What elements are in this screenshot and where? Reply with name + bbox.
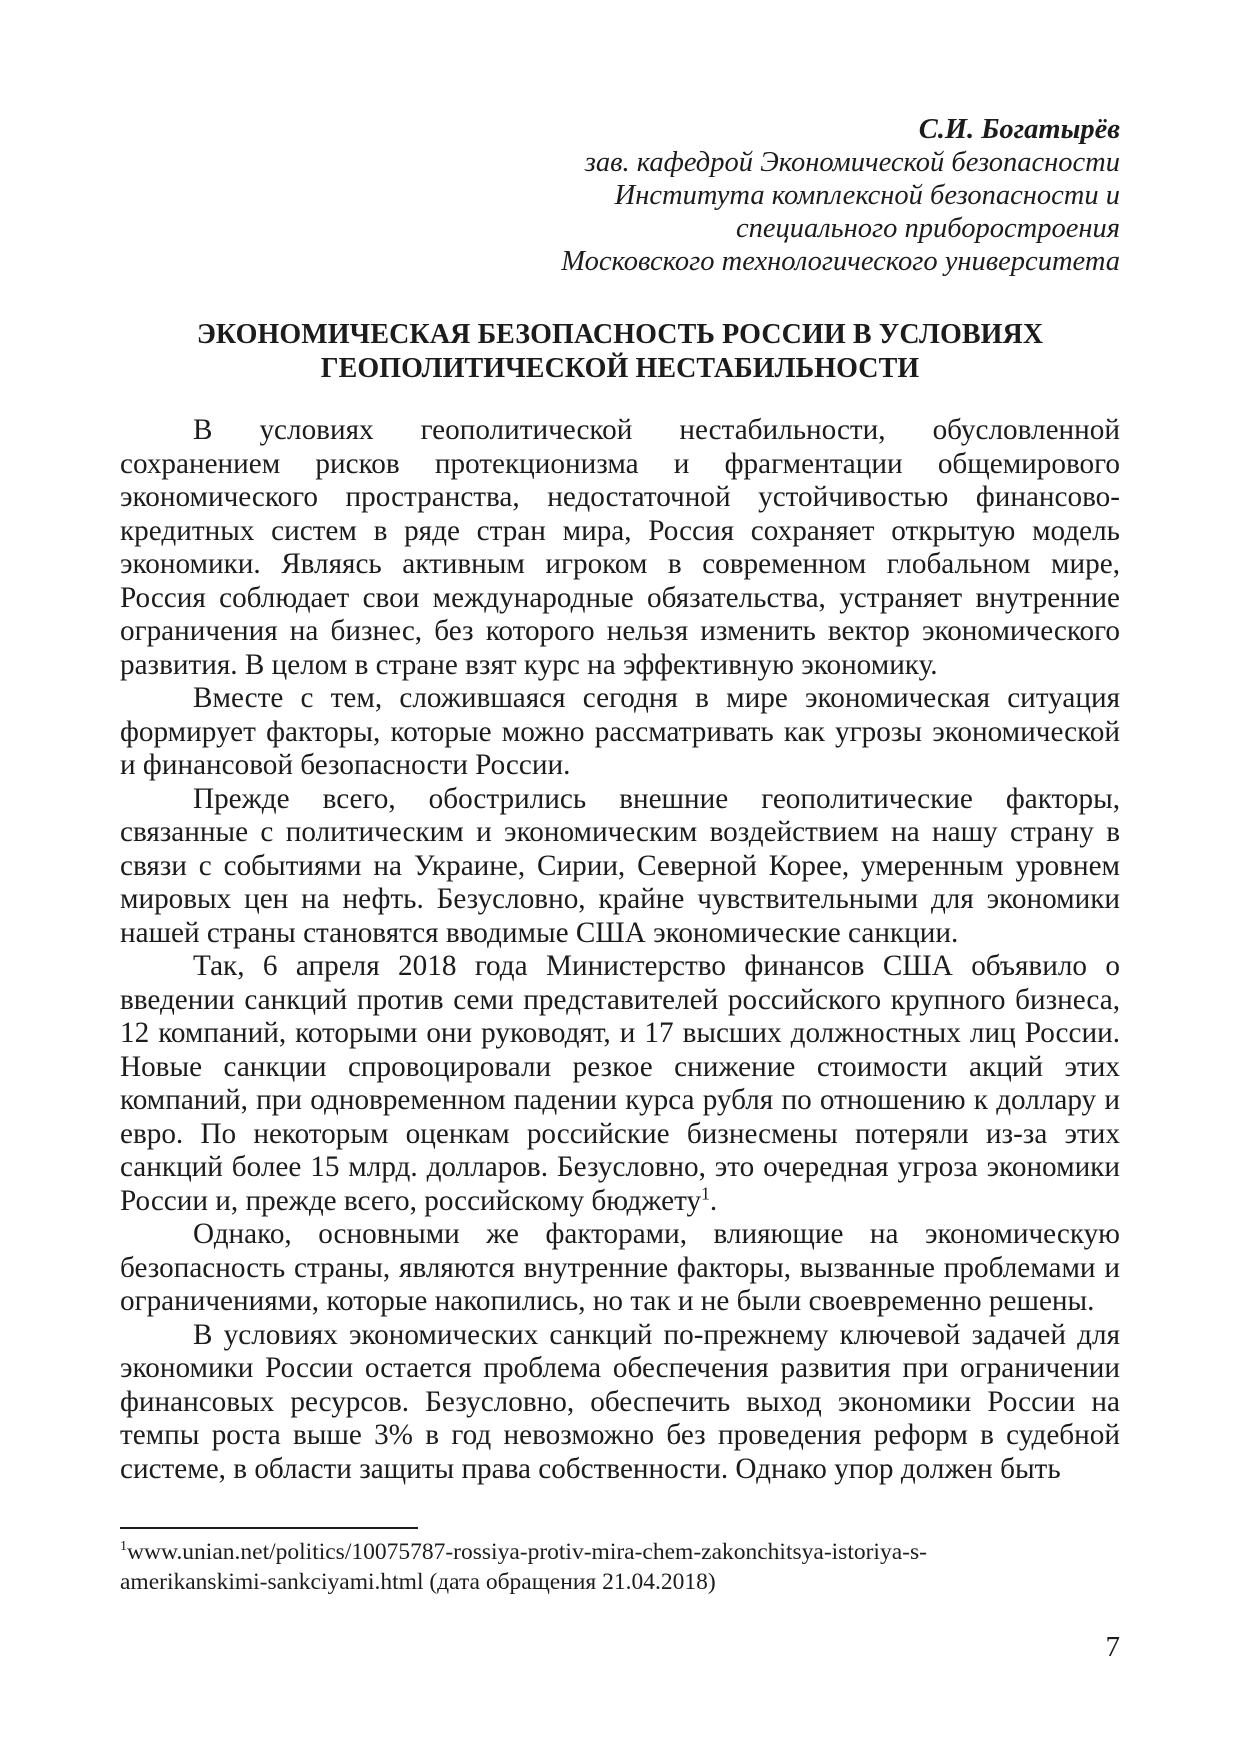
- paragraph: [120, 950, 1120, 1218]
- footnote-url-continued[interactable]: amerikanskimi-sankciyami.html: [120, 1569, 424, 1595]
- author-block: [561, 113, 1120, 278]
- author-affiliation-line: Московского технологического университета: [561, 246, 1120, 277]
- article-title-line: ЭКОНОМИЧЕСКАЯ БЕЗОПАСНОСТЬ РОССИИ В УСЛОВИЯХ: [196, 319, 1044, 350]
- paragraph: Прежде всего, обострились внешние геополитические факторы, связанные с политическим и экономическим воздействием на нашу страну в связи с событиями на Украине, Сирии, Северной Корее, умеренным уровнем мировых цен на нефть. Безусловно, крайне чувствительными для экономики нашей страны становятся вводимые США экономические санкции.: [120, 782, 1120, 949]
- paragraph: В условиях экономических санкций по-прежнему ключевой задачей для экономики России остается проблема обеспечения развития при ограничении финансовых ресурсов. Безусловно, обеспечить выход экономики России на темпы роста выше 3% в год невозможно без проведения реформ в судебной системе, в области защиты права собственности. Однако упор должен быть: [120, 1318, 1120, 1485]
- article-title: [120, 318, 1120, 386]
- paragraph-text-end: .: [709, 1184, 718, 1217]
- paragraph: Однако, основными же факторами, влияющие на экономическую безопасность страны, являются внутренние факторы, вызванные проблемами и ограничениями, которые накопились, но так и не были своевременно решены.: [120, 1218, 1120, 1317]
- article-title-line: ГЕОПОЛИТИЧЕСКОЙ НЕСТАБИЛЬНОСТИ: [320, 353, 920, 384]
- paragraph: В условиях геополитической нестабильности, обусловленной сохранением рисков протекционизма и фрагментации общемирового экономического пространства, недостаточной устойчивостью финансово-кредитных систем в ряде стран мира, Россия сохраняет открытую модель экономики. Являясь активным игроком в современном глобальном мире, Россия соблюдает свои международные обязательства, устраняет внутренние ограничения на бизнес, без которого нельзя изменить вектор экономического развития. В целом в стране взят курс на эффективную экономику.: [120, 414, 1120, 681]
- footnote-divider: [120, 1527, 418, 1529]
- footnote-access-note: (дата обращения 21.04.2018): [423, 1569, 716, 1595]
- author-name: С.И. Богатырёв: [918, 114, 1120, 145]
- article-body: [120, 414, 1120, 1486]
- paragraph: Вместе с тем, сложившаяся сегодня в мире экономическая ситуация формирует факторы, которые можно рассматривать как угрозы экономической и финансовой безопасности России.: [120, 682, 1120, 781]
- author-affiliation-line: специального приборостроения: [735, 213, 1120, 244]
- footnote-reference[interactable]: 1: [701, 1182, 710, 1203]
- author-affiliation-line: Института комплексной безопасности и: [614, 180, 1120, 211]
- author-affiliation-line: зав. кафедрой Экономической безопасности: [584, 147, 1120, 178]
- footnote-url[interactable]: www.unian.net/politics/10075787-rossiya-protiv-mira-chem-zakonchitsya-istoriya-s-: [127, 1539, 927, 1565]
- footnote: [120, 1537, 1120, 1597]
- footnote-marker: 1: [120, 1538, 128, 1555]
- paragraph-text: Так, 6 апреля 2018 года Министерство финансов США объявило о введении санкций против семи представителей российского крупного бизнеса, 12 компаний, которыми они руководят, и 17 высших должностных лиц России. Новые санкции спровоцировали резкое снижение стоимости акций этих компаний, при одновременном падении курса рубля по отношению к доллару и евро. По некоторым оценкам российские бизнесмены потеряли из-за этих санкций более 15 млрд. долларов. Безусловно, это очередная угроза экономики России и, прежде всего, российскому бюджету: [120, 950, 1120, 1217]
- page-number: 7: [1105, 1631, 1120, 1663]
